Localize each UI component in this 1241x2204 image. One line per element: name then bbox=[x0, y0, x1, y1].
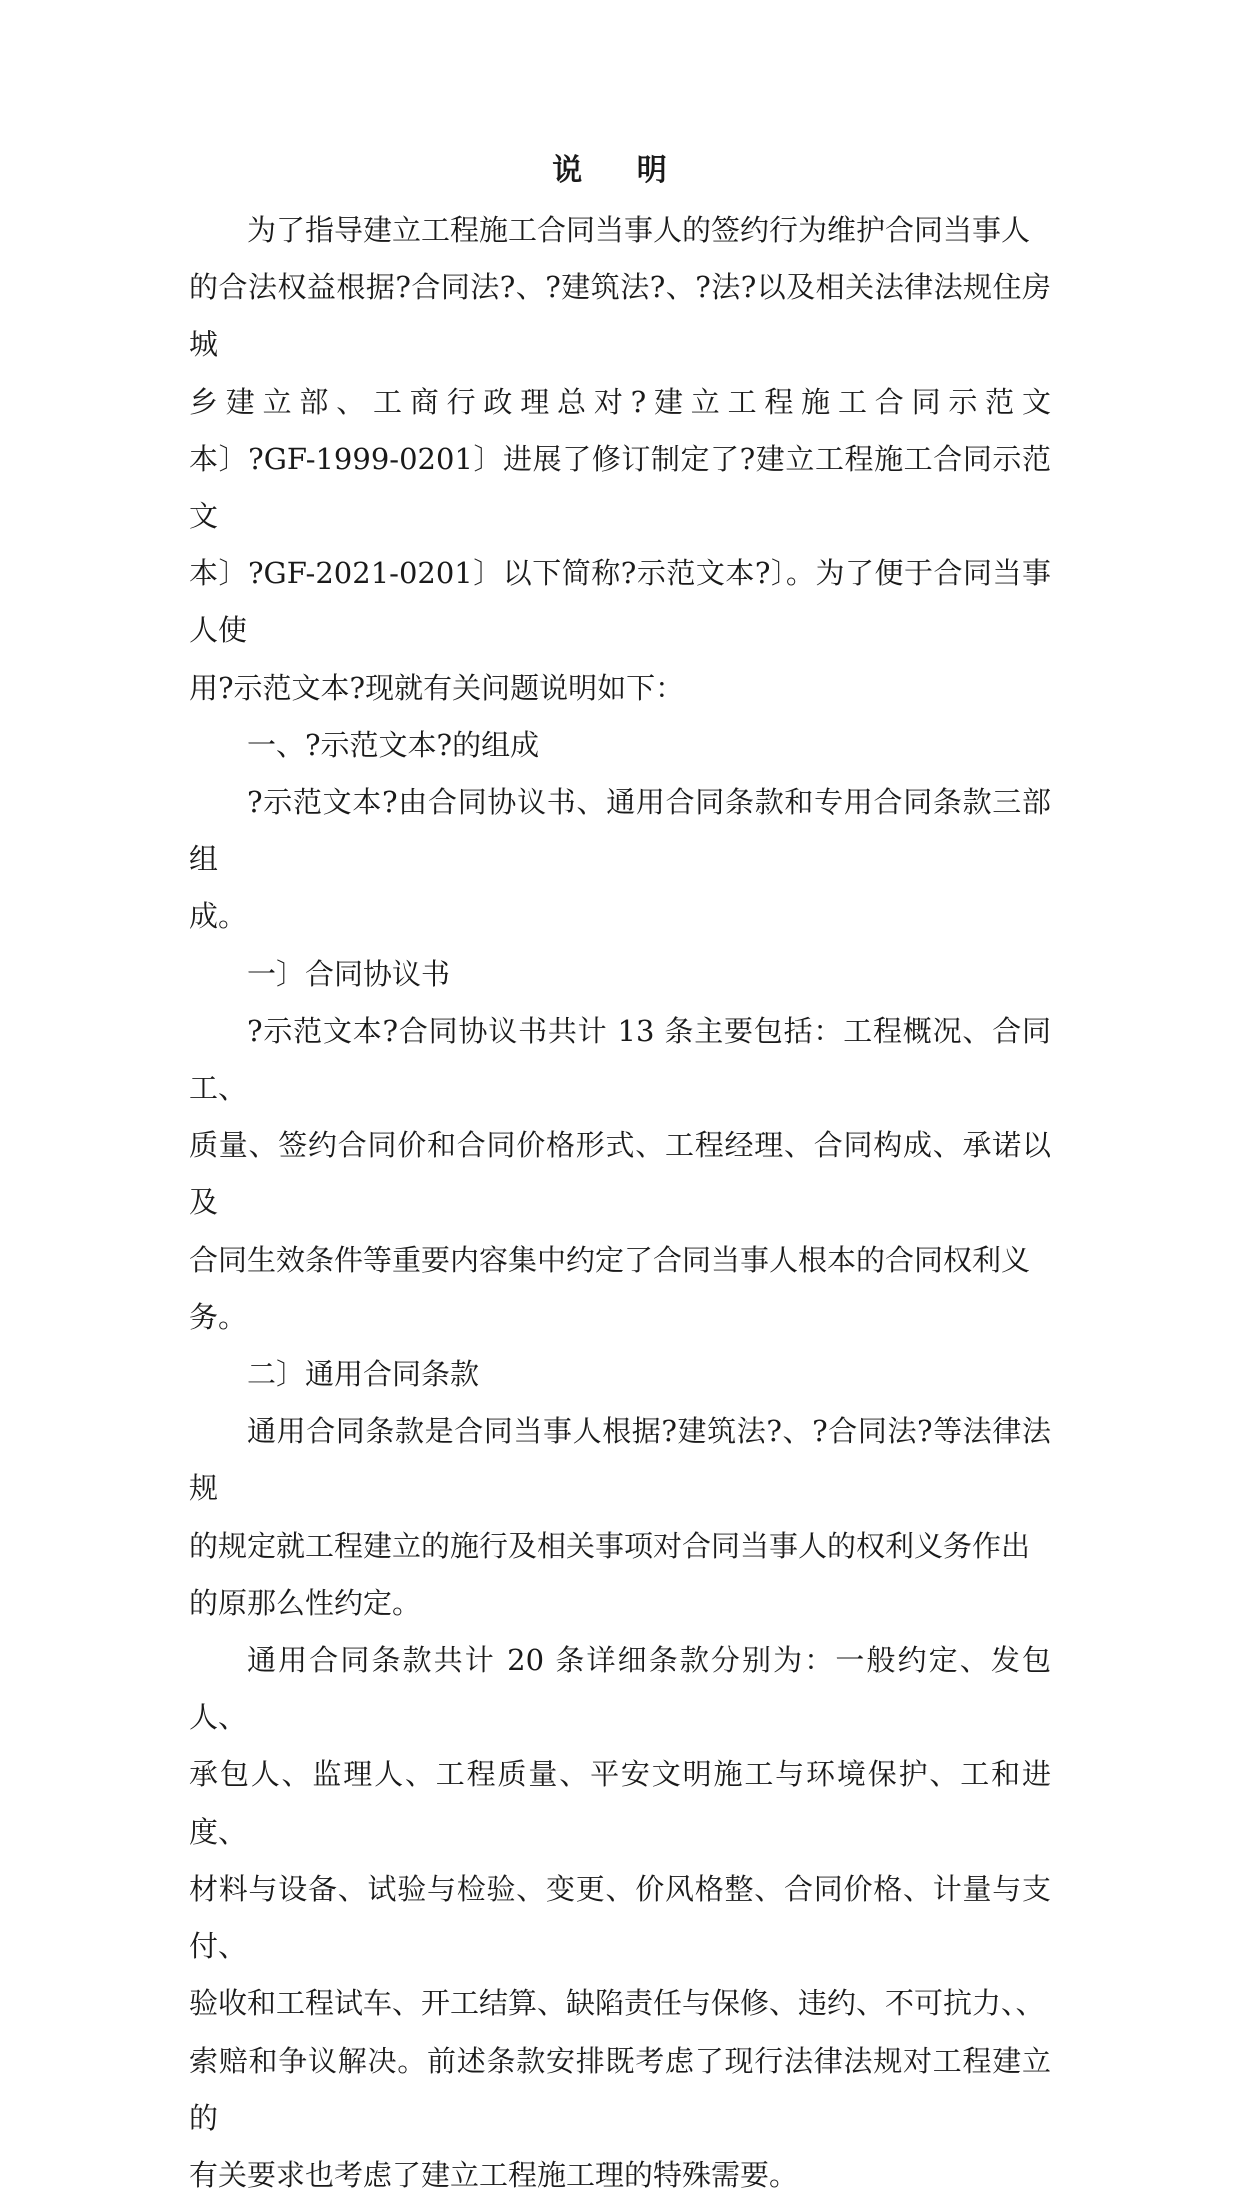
subsection-heading bbox=[189, 1346, 1051, 1403]
text-line: 二〕通用合同条款 bbox=[247, 1357, 480, 1392]
text-line: 乡建立部、工商行政理总对?建立工程施工合同示范文 bbox=[189, 384, 1051, 419]
page-title: 说 明 bbox=[552, 153, 689, 188]
text-line: 质量、签约合同价和合同价格形式、工程经理、合同构成、承诺以及 bbox=[189, 1128, 1051, 1220]
text-line: 用?示范文本?现就有关问题说明如下： bbox=[189, 670, 685, 705]
text-line: 本〕?GF-2021-0201〕以下简称?示范文本?〕。为了便于合同当事人使 bbox=[189, 556, 1051, 648]
section-heading bbox=[189, 717, 1051, 774]
text-line: 有关要求也考虑了建立工程施工理的特殊需要。 bbox=[189, 2157, 799, 2192]
subsection-heading bbox=[189, 946, 1051, 1003]
text-line: 的合法权益根据?合同法?、?建筑法?、?法?以及相关法律法规住房城 bbox=[189, 270, 1051, 362]
text-line: 一〕合同协议书 bbox=[247, 956, 451, 991]
paragraph-agreement bbox=[189, 1003, 1051, 1346]
text-line: 的原那么性约定。 bbox=[189, 1585, 422, 1620]
paragraph-intro bbox=[189, 202, 1051, 717]
text-line: 通用合同条款共计 20 条详细条款分别为：一般约定、发包人、 bbox=[189, 1643, 1051, 1735]
text-line: ?示范文本?合同协议书共计 13 条主要包括：工程概况、合同工、 bbox=[189, 1013, 1051, 1106]
paragraph-composition bbox=[189, 774, 1051, 946]
text-line: 承包人、监理人、工程质量、平安文明施工与环境保护、工和进度、 bbox=[189, 1757, 1051, 1849]
text-line: 本〕?GF-1999-0201〕进展了修订制定了?建立工程施工合同示范文 bbox=[189, 441, 1051, 534]
paragraph-general-terms bbox=[189, 1403, 1051, 1632]
text-line: 合同生效条件等重要内容集中约定了合同当事人根本的合同权利义 bbox=[189, 1242, 1031, 1277]
text-line: 为了指导建立工程施工合同当事人的签约行为维护合同当事人 bbox=[247, 213, 1031, 247]
text-line: 成。 bbox=[189, 899, 248, 934]
text-line: 索赔和争议解决。前述条款安排既考虑了现行法律法规对工程建立的 bbox=[189, 2043, 1051, 2135]
text-line: 务。 bbox=[189, 1299, 248, 1334]
text-line: ?示范文本?由合同协议书、通用合同条款和专用合同条款三部组 bbox=[189, 785, 1051, 877]
text-line: 通用合同条款是合同当事人根据?建筑法?、?合同法?等法律法规 bbox=[189, 1414, 1051, 1506]
text-line: 的规定就工程建立的施行及相关事项对合同当事人的权利义务作出 bbox=[189, 1528, 1031, 1563]
text-line: 一、?示范文本?的组成 bbox=[247, 727, 540, 762]
paragraph-general-terms-list bbox=[189, 1632, 1051, 2204]
document-body bbox=[189, 202, 1051, 2204]
text-line: 验收和工程试车、开工结算、缺陷责任与保修、违约、不可抗力、、 bbox=[189, 1986, 1045, 2021]
text-line: 材料与设备、试验与检验、变更、价风格整、合同价格、计量与支付、 bbox=[189, 1871, 1051, 1964]
